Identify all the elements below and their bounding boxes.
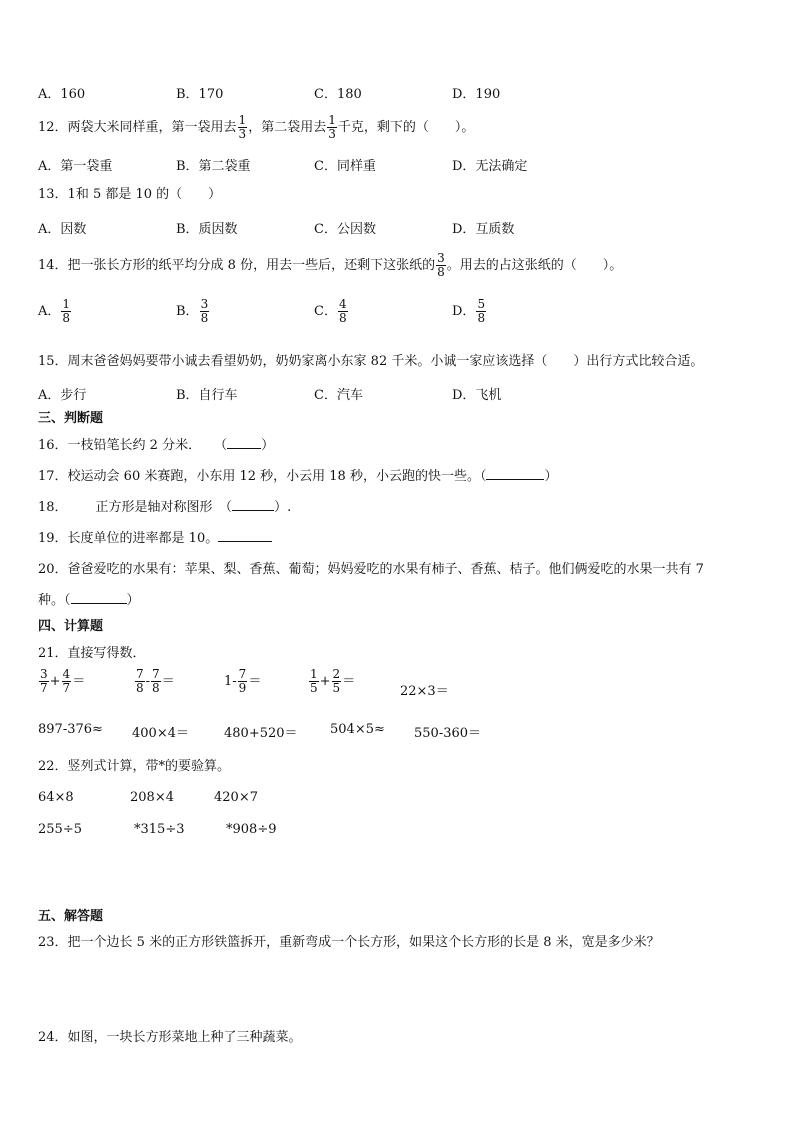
q24-question: 24．如图，一块长方形菜地上种了三种蔬菜。	[38, 1030, 302, 1045]
calc-item: 420×7	[214, 790, 258, 805]
q11-option-a: A．160	[38, 87, 86, 102]
q23-question: 23．把一个边长 5 米的正方形铁篮拆开，重新弯成一个长方形，如果这个长方形的长是 8 米，宽是多少米？	[38, 935, 660, 950]
q13-option-c: C．公因数	[314, 222, 376, 237]
q22-title: 22．竖列式计算，带*的要验算。	[38, 759, 231, 774]
calc-item: 255÷5	[38, 822, 82, 837]
q18-question: 18． 正方形是轴对称图形 （ ）.	[38, 500, 292, 515]
calc-item: 64×8	[38, 790, 74, 805]
answer-blank[interactable]	[232, 510, 274, 511]
calc-item: *908÷9	[226, 822, 277, 837]
q14-text-post: 。用去的占这张纸的（ ）。	[446, 258, 623, 273]
q17-question: 17．校运动会 60 米赛跑，小东用 12 秒，小云用 18 秒，小云跑的快一些。（ ）	[38, 469, 558, 484]
q13-option-a: A．因数	[38, 222, 87, 237]
calc-item: $\frac{7}{8}$ - $\frac{7}{8}$ ＝	[136, 667, 175, 695]
fraction: $\frac{1}{3}$	[238, 113, 247, 141]
q12-question	[38, 114, 474, 141]
calc-item: 208×4	[130, 790, 174, 805]
calc-item: *315÷3	[134, 822, 185, 837]
answer-blank[interactable]	[218, 541, 272, 542]
calc-item: 1- $\frac{7}{9}$ ＝	[224, 667, 262, 695]
fraction: $\frac{4}{8}$	[338, 297, 347, 325]
q12-option-d: D．无法确定	[452, 159, 528, 174]
fraction: $\frac{5}{8}$	[477, 297, 486, 325]
q12-option-a: A．第一袋重	[38, 159, 113, 174]
answer-blank[interactable]	[486, 479, 544, 480]
calc-item: 480+520＝	[224, 726, 298, 741]
q13-question: 13．1和 5 都是 10 的（ ）	[38, 187, 222, 202]
answer-blank[interactable]	[71, 603, 127, 604]
section-heading-calculation: 四、计算题	[38, 619, 104, 634]
calc-item: 22×3＝	[400, 684, 449, 699]
fraction: $\frac{3}{8}$	[200, 297, 209, 325]
q14-option-c: C． $\frac{4}{8}$	[314, 297, 347, 325]
q11-option-b: B．170	[176, 87, 224, 102]
calc-item: 550-360＝	[414, 726, 482, 741]
q11-option-c: C．180	[314, 87, 362, 102]
fraction: $\frac{1}{3}$	[328, 113, 336, 141]
section-heading-word-problems: 五、解答题	[38, 909, 104, 924]
q14-option-d: D． $\frac{5}{8}$	[452, 297, 486, 325]
section-heading-judgement: 三、判断题	[38, 411, 104, 426]
fraction: $\frac{3}{8}$	[437, 251, 445, 279]
q13-option-d: D．互质数	[452, 222, 515, 237]
calc-item: 504×5≈	[330, 722, 385, 737]
q15-option-d: D．飞机	[452, 388, 502, 403]
q20-question-line1: 20．爸爸爱吃的水果有：苹果、梨、香蕉、葡萄；妈妈爱吃的水果有柿子、香蕉、桔子。他们俩爱吃的水果一共有 7	[38, 562, 704, 577]
q14-option-b: B． $\frac{3}{8}$	[176, 297, 209, 325]
q16-question: 16．一枝铅笔长约 2 分米． （ ）	[38, 438, 275, 453]
answer-blank[interactable]	[227, 448, 261, 449]
fraction: $\frac{1}{8}$	[62, 297, 71, 325]
q19-question: 19．长度单位的进率都是 10。	[38, 530, 272, 548]
q15-question: 15．周末爸爸妈妈要带小诚去看望奶奶，奶奶家离小东家 82 千米。小诚一家应该选择（ ）出行方式比较合适。	[38, 354, 704, 369]
q14-text-pre: 14．把一张长方形的纸平均分成 8 份，用去一些后，还剩下这张纸的	[38, 258, 436, 273]
q15-option-a: A．步行	[38, 388, 87, 403]
q15-option-c: C．汽车	[314, 388, 363, 403]
q12-option-c: C．同样重	[314, 159, 376, 174]
q12-text-post: 千克，剩下的（ ）。	[337, 120, 475, 135]
calc-item: 400×4＝	[132, 726, 189, 741]
q20-question-line2: 种。（ ）	[38, 593, 140, 608]
q15-option-b: B．自行车	[176, 388, 238, 403]
q14-question	[38, 252, 622, 279]
q12-option-b: B．第二袋重	[176, 159, 251, 174]
q14-option-a: A． $\frac{1}{8}$	[38, 297, 71, 325]
q12-text-pre: 12．两袋大米同样重，第一袋用去	[38, 120, 237, 135]
calc-item: $\frac{3}{7}$ + $\frac{4}{7}$ ＝	[40, 667, 86, 695]
q13-option-b: B．质因数	[176, 222, 238, 237]
calc-item: 897-376≈	[38, 722, 103, 737]
q12-text-mid: ，第二袋用去	[248, 120, 327, 135]
q21-title: 21．直接写得数．	[38, 646, 146, 661]
calc-item: $\frac{1}{5}$ + $\frac{2}{5}$ ＝	[310, 667, 356, 695]
q11-option-d: D．190	[452, 87, 501, 102]
